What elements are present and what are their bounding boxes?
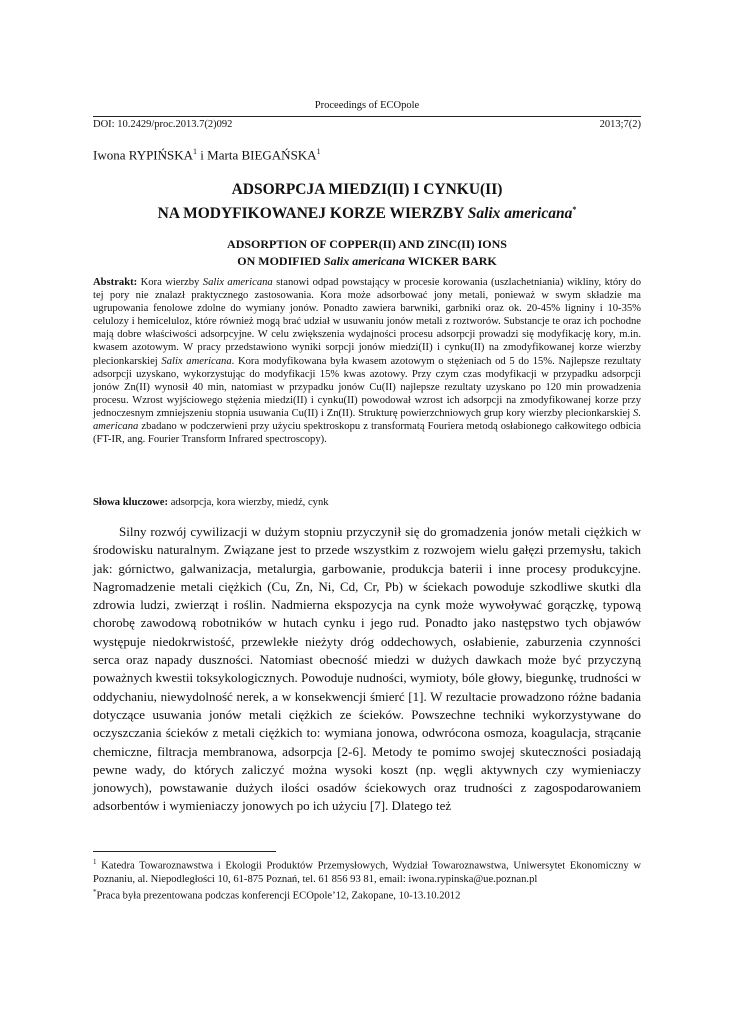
author-2: Marta BIEGAŃSKA [207, 147, 317, 163]
title-en-species: Salix americana [323, 254, 405, 268]
title-pl-line2 [93, 200, 641, 224]
abstract-label: Abstrakt: [93, 277, 138, 288]
title-polish [93, 180, 641, 224]
abstract-text-2: stanowi odpad powstający w procesie korowania (uszlachetniania) wikliny, który do tej pory nie znalazł praktycznego zastosowania. Kora może adsorbować jony metali, ponieważ w swym składzie ma ugrupowania fenolowe zdolne do wymiany jonów. Ponadto zawiera barwniki, garbniki oraz ok. 20-45% ligniny i 10-35% celulozy i hemiceluloz, które również mogą brać udział w usuwaniu jonów metali z roztworów. Substancje te oraz ich pochodne mają dobre właściwości adsorpcyjne. W celu zwiększenia wydajności procesu adsorpcji prowadzi się modyfikację kory, m.in. kwasem azotowym. W pracy przedstawiono wyniki sorpcji jonów miedzi(II) i cynku(II) na zmodyfikowanej korze wierzby plecionkarskiej [93, 277, 642, 367]
abstract [93, 276, 641, 446]
footnote-divider [93, 851, 276, 852]
journal-running-head: Proceedings of ECOpole [314, 100, 420, 111]
footnote-2 [93, 886, 641, 903]
doi-line [93, 116, 641, 130]
title-pl-line2-text: NA MODYFIKOWANEJ KORZE WIERZBY [157, 205, 468, 223]
title-en-line2-a: ON MODIFIED [237, 254, 324, 268]
footnote-2-text: Praca była prezentowana podczas konferencji ECOpole’12, Zakopane, 10-13.10.2012 [96, 890, 461, 902]
footnote-1 [93, 856, 641, 886]
body-text [93, 523, 641, 816]
abstract-species-1: Salix americana [202, 277, 273, 288]
doi: DOI: 10.2429/proc.2013.7(2)092 [93, 119, 233, 130]
author-1-affiliation: 1 [193, 147, 198, 156]
abstract-text-1: Kora wierzby [137, 277, 203, 288]
title-pl-footnote-mark: * [572, 205, 577, 214]
footnote-1-text: Katedra Towaroznawstwa i Ekologii Produktów Przemysłowych, Wydział Towaroznawstwa, Uniwersytet Ekonomiczny w Poznaniu, al. Niepodległości 10, 61-875 Poznań, tel. 61 856 93 81, email: iwona.rypinska@ue.poznan.pl [93, 860, 641, 885]
footnotes [93, 856, 641, 902]
title-pl-species: Salix americana [467, 205, 573, 223]
abstract-text-3: . Kora modyfikowana była kwasem azotowym o stężeniach od 5 do 15%. Najlepsze rezultaty adsorpcji uzyskano, wykorzystując do modyfikacji 15% kwas azotowy. Przy czym czas modyfikacji w przypadku adsorpcji jonów Zn(II) wynosił 40 min, natomiast w przypadku jonów Cu(II) najlepsze rezultaty uzyskano po 120 min prowadzenia procesu. Wzrost wyjściowego stężenia miedzi(II) i cynku(II) powodował wzrost ich adsorpcji na zmodyfikowanej korze przy jednoczesnym zmniejszeniu stopnia usuwania Cu(II) i Zn(II). Strukturę powierzchniowych grup kory wierzby plecionkarskiej [93, 355, 641, 419]
abstract-text-4: zbadano w podczerwieni przy użyciu spektroskopu z transformatą Fouriera metodą osłabionego całkowitego odbicia (FT-IR, ang. Fourier Transform Infrared spectroscopy). [93, 421, 641, 446]
keywords [93, 497, 641, 508]
keywords-label: Słowa kluczowe: [93, 497, 169, 508]
title-en-line1: ADSORPTION OF COPPER(II) AND ZINC(II) IONS [227, 237, 507, 251]
body-paragraph: Silny rozwój cywilizacji w dużym stopniu przyczynił się do gromadzenia jonów metali ciężkich w środowisku naturalnym. Związane jest to przede wszystkim z rozwojem wielu gałęzi przemysłu, takich jak: górnictwo, galwanizacja, metalurgia, garbowanie, produkcja baterii i inne procesy produkcyjne. Nagromadzenie metali ciężkich (Cu, Zn, Ni, Cd, Cr, Pb) w ściekach powoduje szkodliwe skutki dla zdrowia ludzi, zwierząt i roślin. Nadmierna ekspozycja na cynk może wywoływać gorączkę, typową chorobę zawodową robotników w hutach cynku i jego rud. Ponadto jako następstwo tych objawów występuje niedokrwistość, przewlekłe nieżyty dróg oddechowych, osłabienie, zaburzenia czynności serca oraz napady duszności. Natomiast obecność miedzi w dużych dawkach może być przyczyną poważnych kwestii toksykologicznych. Powoduje nudności, wymioty, bóle głowy, biegunkę, trudności w oddychaniu, niewydolność nerek, a w konsekwencji śmierć [1]. W rezultacie prowadzono różne badania dotyczące usuwania jonów metali ciężkich ze ścieków. Powszechne techniki wykorzystywane do oczyszczania ścieków z metali ciężkich to: wymiana jonowa, odwrócona osmoza, koagulacja, strącanie chemiczne, filtracja membranowa, adsorpcja [2-6]. Metody te pomimo swojej skuteczności posiadają pewne wady, do których zaliczyć można wysoki koszt (np. węgli aktywnych czy wymieniaczy jonowych), powstawanie dużych ilości osadów ściekowych oraz trudności z zagospodarowaniem adsorbentów i wymieniaczy jonowych po ich użyciu [7]. Dlatego też [93, 524, 641, 814]
authors [93, 147, 321, 163]
title-en-line2-b: WICKER BARK [404, 254, 497, 268]
author-conjunction: i [197, 147, 208, 163]
title-pl-line1: ADSORPCJA MIEDZI(II) I CYNKU(II) [231, 181, 503, 198]
footnote-1-mark: 1 [93, 858, 97, 866]
title-en-line2 [93, 253, 641, 270]
footnote-2-mark: * [93, 887, 97, 896]
keywords-text: adsorpcja, kora wierzby, miedź, cynk [168, 497, 329, 508]
title-english [93, 236, 641, 270]
issue: 2013;7(2) [599, 119, 641, 130]
abstract-species-2: Salix americana [161, 355, 232, 367]
author-2-affiliation: 1 [316, 147, 321, 156]
author-1: Iwona RYPIŃSKA [93, 147, 194, 163]
abstract-species-3: S. americana [93, 407, 641, 433]
